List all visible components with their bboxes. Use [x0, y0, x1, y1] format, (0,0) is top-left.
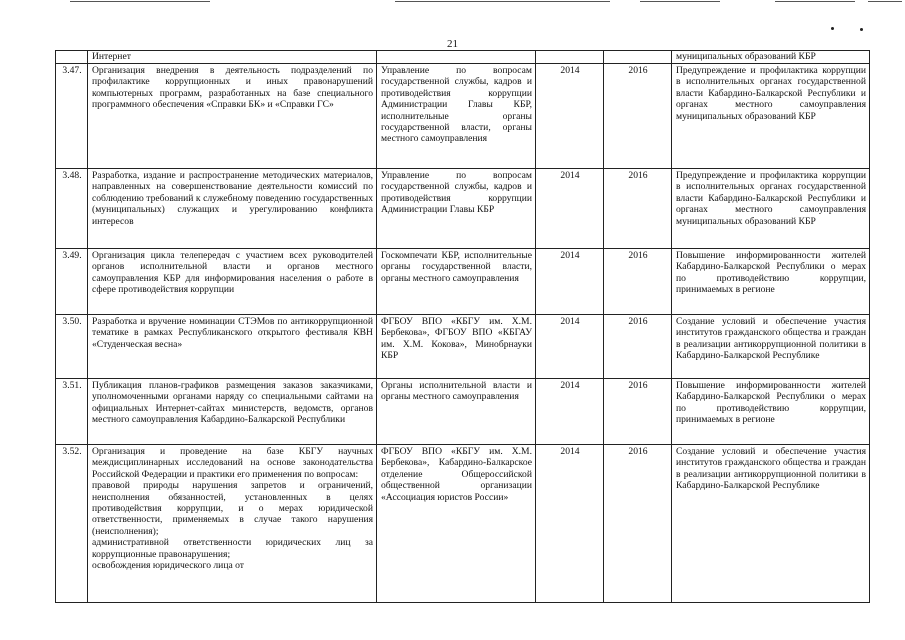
table-row: [56, 445, 870, 603]
header-rule: [868, 1, 902, 2]
end-year: [604, 51, 672, 64]
measure-paragraph: освобождения юридического лица от: [92, 560, 244, 572]
row-number: 3.49.: [56, 249, 88, 315]
executor-text: ФГБОУ ВПО «КБГУ им. Х.М. Бербекова», ФГБОУ ВПО «КБГАУ им. Х.М. Кокова», Минобрнауки КБР: [377, 315, 536, 379]
start-year: 2014: [536, 249, 604, 315]
table-row: [56, 64, 870, 169]
result-text: Повышение информированности жителей Кабардино-Балкарской Республики о мерах по противодействию коррупции, принимаемых в регионе: [672, 379, 870, 445]
end-year: 2016: [604, 315, 672, 379]
start-year: 2014: [536, 169, 604, 249]
end-year: 2016: [604, 249, 672, 315]
end-year: 2016: [604, 379, 672, 445]
measure-paragraph: Организация и проведение на базе КБГУ научных междисциплинарных исследований на основе законодательства Российской Федерации и практики его применения по вопросам:: [92, 446, 373, 480]
table-row: [56, 249, 870, 315]
measure-paragraph: правовой природы нарушения запретов и ограничений, неисполнения обязанностей, установленных в целях противодействия коррупции, и о мерах юридической ответственности, применяемых в случае такого нарушения (неисполнения);: [92, 480, 373, 537]
measure-text: Интернет: [88, 51, 377, 64]
table-row: [56, 315, 870, 379]
measure-text: Организация внедрения в деятельность подразделений по профилактике коррупционных и иных правонарушений компьютерных программ, разработанных на базе специального программного обеспечения «Справки БК» и «Справки ГС»: [88, 64, 377, 169]
header-rule: [640, 1, 720, 2]
page-number: 21: [447, 38, 458, 50]
executor-text: Управление по вопросам государственной службы, кадров и противодействия коррупции Администрации Главы КБР, исполнительные органы государственной власти, органы местного самоуправления: [377, 64, 536, 169]
result-text: муниципальных образований КБР: [672, 51, 870, 64]
table-row: [56, 379, 870, 445]
start-year: [536, 51, 604, 64]
result-text: Предупреждение и профилактика коррупции в исполнительных органах государственной власти Кабардино-Балкарской Республики и органах местного самоуправления муниципальных образований КБР: [672, 169, 870, 249]
row-number: 3.50.: [56, 315, 88, 379]
table-row-continued: [56, 51, 870, 64]
result-text: Предупреждение и профилактика коррупции в исполнительных органах государственной власти Кабардино-Балкарской Республики и органах местного самоуправления муниципальных образований КБР: [672, 64, 870, 169]
measure-text: Разработка и вручение номинации СТЭМов по антикоррупционной тематике в рамках Республиканского открытого фестиваля КВН «Студенческая весна»: [88, 315, 377, 379]
measure-paragraph: административной ответственности юридических лиц за коррупционные правонарушения;: [92, 537, 373, 560]
row-number: 3.47.: [56, 64, 88, 169]
end-year: 2016: [604, 169, 672, 249]
executor-text: Госкомпечати КБР, исполнительные органы государственной власти, органы местного самоуправления: [377, 249, 536, 315]
header-rule: [775, 1, 855, 2]
executor-text: Органы исполнительной власти и органы местного самоуправления: [377, 379, 536, 445]
executor-text: ФГБОУ ВПО «КБГУ им. Х.М. Бербекова», Кабардино-Балкарское отделение Общероссийской общественной организации «Ассоциация юристов России»: [377, 445, 536, 603]
row-number: 3.52.: [56, 445, 88, 603]
row-number: 3.48.: [56, 169, 88, 249]
scan-speck: [831, 27, 834, 30]
start-year: 2014: [536, 64, 604, 169]
measure-text: Организация цикла телепередач с участием всех руководителей органов исполнительной власти и органов местного самоуправления КБР для информирования населения о работе в сфере противодействия коррупции: [88, 249, 377, 315]
executor-text: [377, 51, 536, 64]
measures-table: [55, 50, 870, 603]
result-text: Создание условий и обеспечение участия институтов гражданского общества и граждан в реализации антикоррупционной политики в Кабардино-Балкарской Республике: [672, 315, 870, 379]
start-year: 2014: [536, 379, 604, 445]
start-year: 2014: [536, 315, 604, 379]
measure-text: Разработка, издание и распространение методических материалов, направленных на совершенствование деятельности комиссий по соблюдению требований к служебному поведению государственных (муниципальных) служащих и урегулированию конфликта интересов: [88, 169, 377, 249]
header-rule: [70, 1, 210, 2]
start-year: 2014: [536, 445, 604, 603]
result-text: Повышение информированности жителей Кабардино-Балкарской Республики о мерах по противодействию коррупции, принимаемых в регионе: [672, 249, 870, 315]
end-year: 2016: [604, 445, 672, 603]
result-text: Создание условий и обеспечение участия институтов гражданского общества и граждан в реализации антикоррупционной политики в Кабардино-Балкарской Республике: [672, 445, 870, 603]
row-number: 3.51.: [56, 379, 88, 445]
scan-speck: [860, 28, 863, 31]
measure-text: [88, 445, 377, 603]
executor-text: Управление по вопросам государственной службы, кадров и противодействия коррупции Администрации Главы КБР: [377, 169, 536, 249]
row-number: [56, 51, 88, 64]
end-year: 2016: [604, 64, 672, 169]
measure-text: Публикация планов-графиков размещения заказов заказчиками, уполномоченными органами наряду со специальными сайтами на официальных Интернет-сайтах министерств, ведомств, органов местного самоуправления Кабардино-Балкарской Республики: [88, 379, 377, 445]
table-row: [56, 169, 870, 249]
header-rule: [395, 1, 610, 2]
